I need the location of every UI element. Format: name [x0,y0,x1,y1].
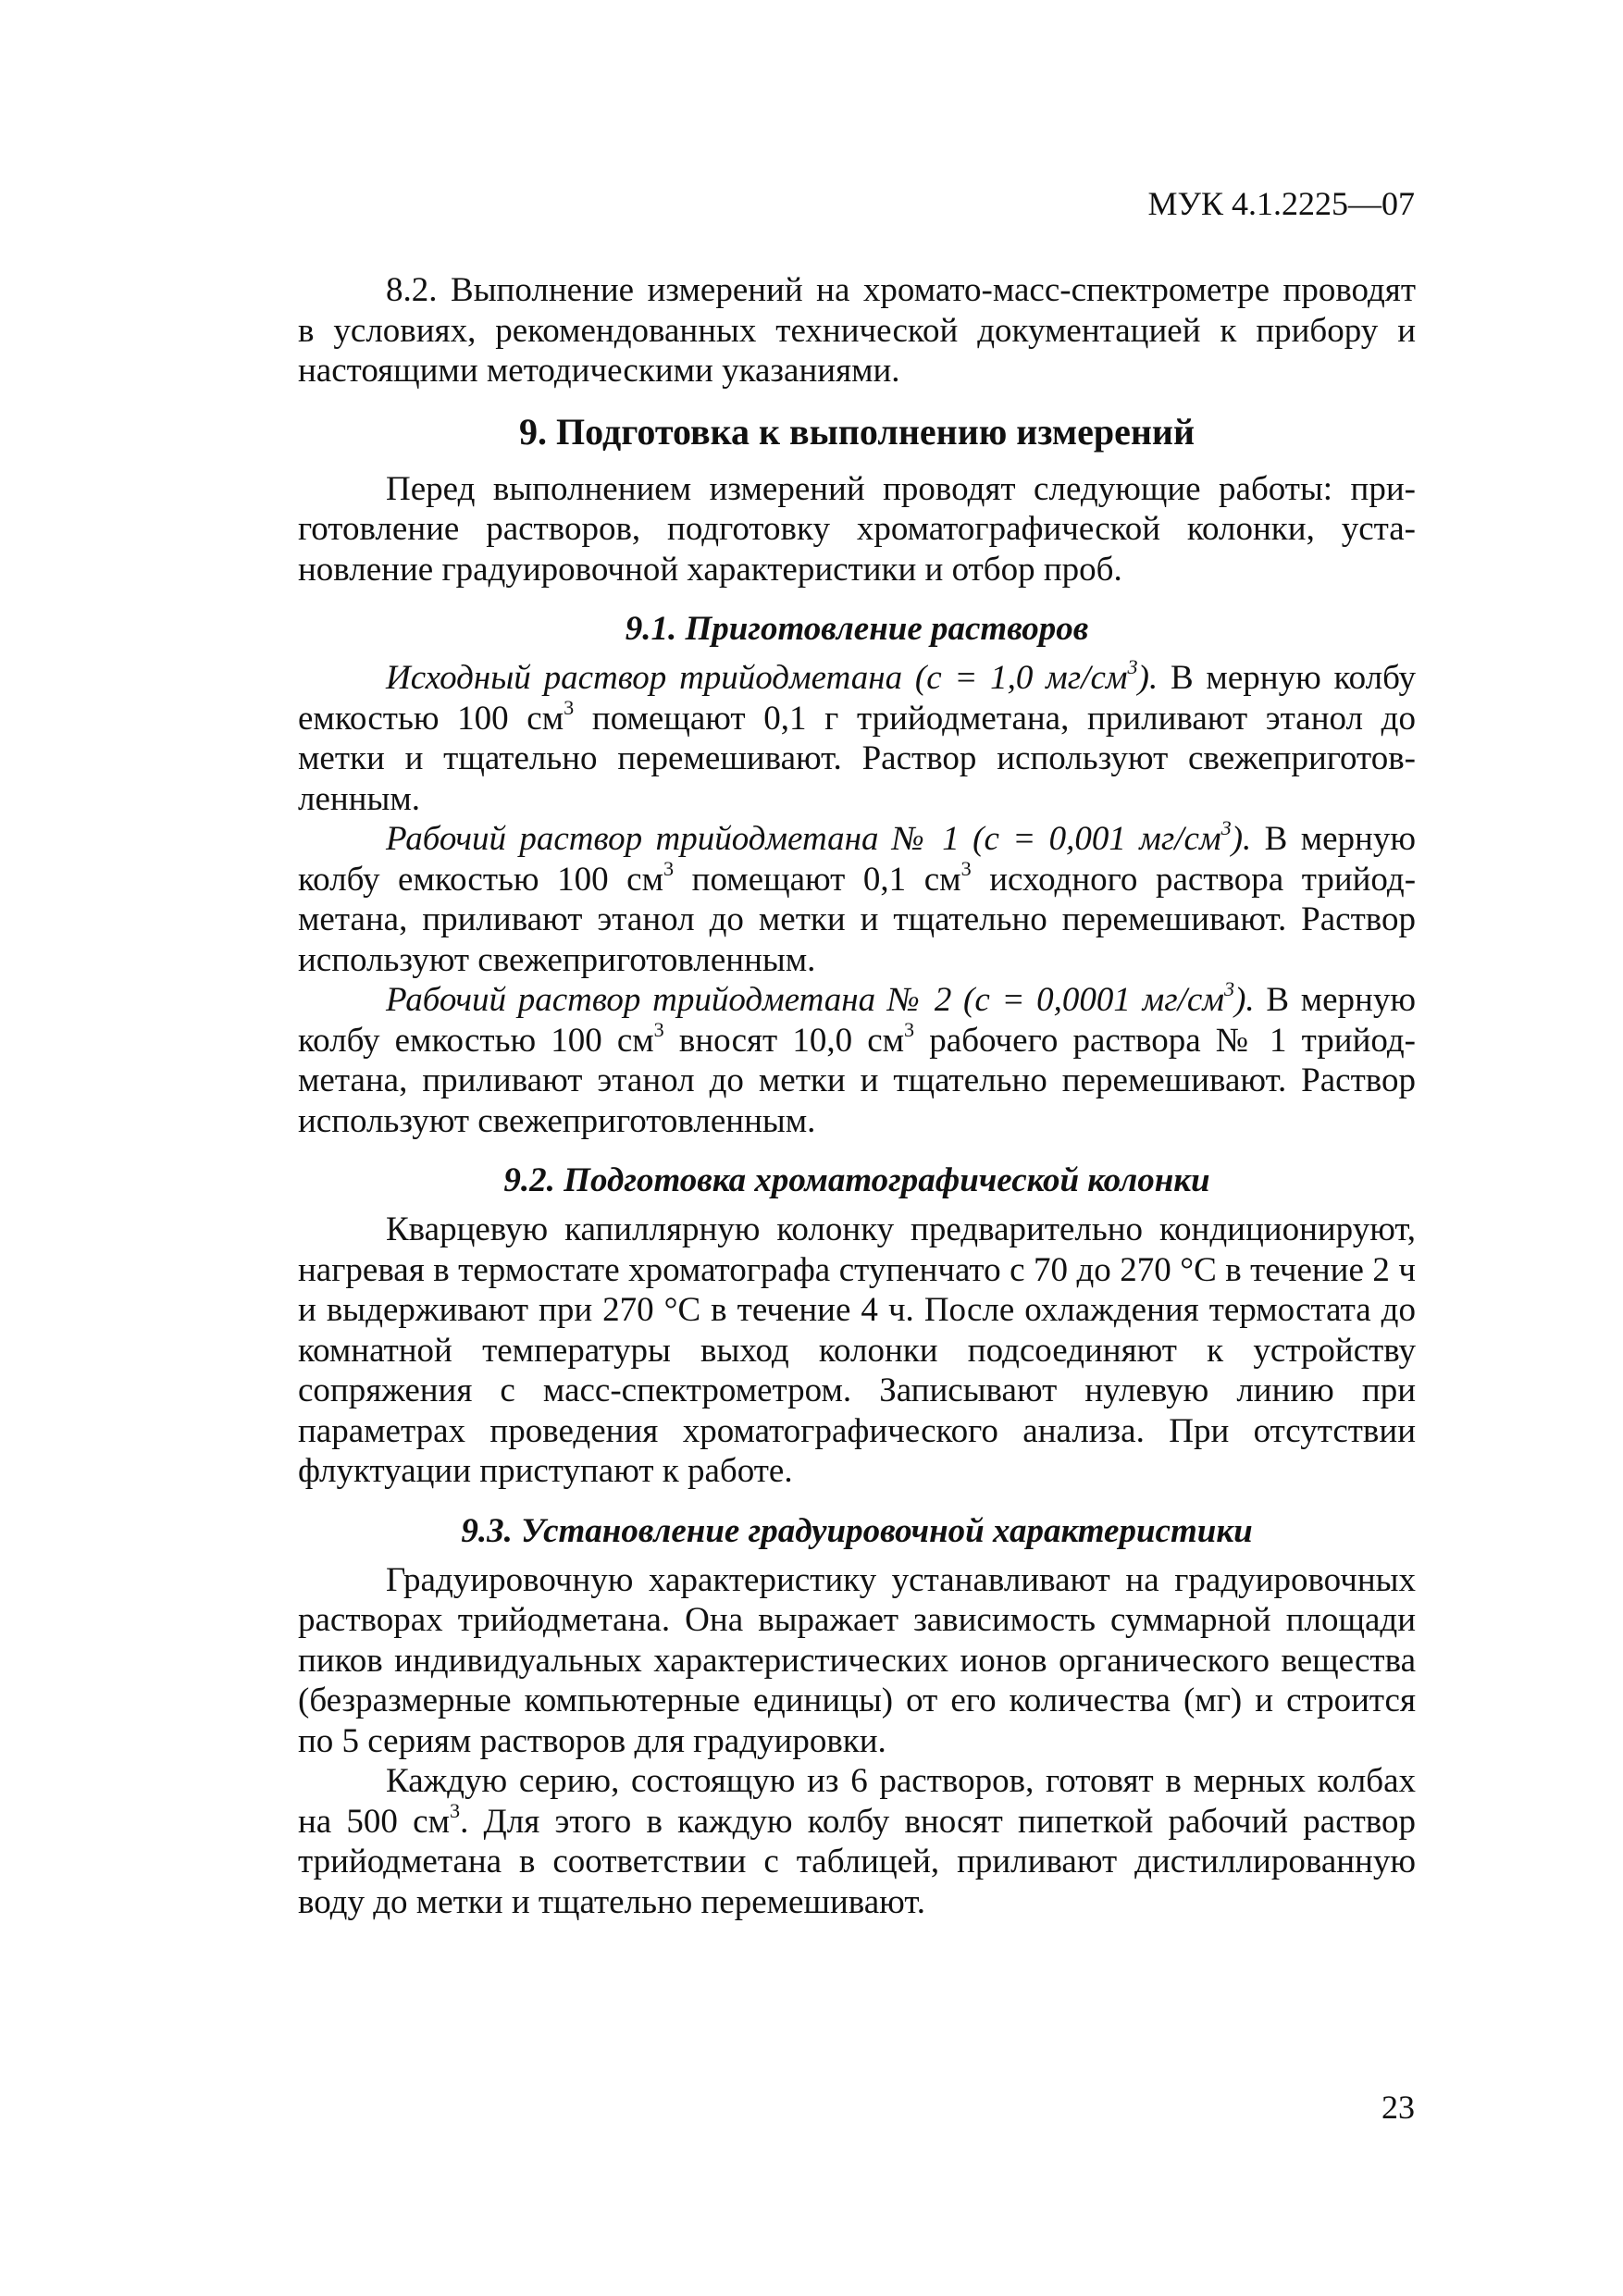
section-9-intro-paragraph: Перед выполнением измерений проводят следующие работы: приготовление растворов, подготовку хроматографической колонки, установление градуировочной характеристики и отбор проб. [298,469,1416,589]
document-code: МУК 4.1.2225—07 [1147,185,1415,222]
page-number: 23 [1381,2089,1415,2126]
section-9-1-heading: 9.1. Приготовление растворов [625,610,1089,648]
working-solution-1-title: Рабочий раствор трийодметана № 1 (с = 0,001 $мг/см^3$). [386,816,1252,858]
section-9-heading: 9. Подготовка к выполнению измерений [519,410,1195,453]
section-8-2-paragraph: 8.2. Выполнение измерений на хромато-масс-спектрометре проводят в условиях, рекомендованных технической документацией к прибору и настоящими методическими указаниями. [298,271,1416,390]
calibration-paragraph-2: Каждую серию, состоящую из 6 растворов, готовят в мерных колбах на 500 $см^3$. Для этого в каждую колбу вносят пипеткой рабочий раствор трийодметана в соответствии с таблицей, приливают дистиллированную воду до метки и тщательно перемешивают. [298,1762,1416,1921]
page-content [298,270,1416,1922]
working-solution-1-paragraph: Рабочий раствор трийодметана № 1 (с = 0,001 $мг/см^3$). В мерную колбу емкостью 100 $см^3$ помещают 0,1 $см^3$ исходного раствора трийодметана, приливают этанол до метки и тщательно перемешивают. Раствор используют свежеприготовленным. [298,816,1417,979]
calibration-paragraph-1: Градуировочную характеристику устанавливают на градуировочных растворах трийодметана. Она выражает зависимость суммарной площади пиков индивидуальных характеристических ионов органического вещества (безразмерные компьютерные единицы) от его количества (мг) и строится по 5 сериям растворов для градуировки. [298,1560,1416,1760]
section-9-3-heading: 9.3. Установление градуировочной характеристики [461,1511,1253,1550]
section-9-2-heading: 9.2. Подготовка хроматографической колонки [503,1161,1210,1199]
working-solution-2-paragraph: Рабочий раствор трийодметана № 2 (с = 0,0001 $мг/см^3$). В мерную колбу емкостью 100 $см^3$ вносят 10,0 $см^3$ рабочего раствора № 1 трийодметана, приливают этанол до метки и тщательно перемешивают. Раствор используют свежеприготовленным. [298,977,1416,1140]
working-solution-2-title: Рабочий раствор трийодметана № 2 (с = 0,0001 $мг/см^3$). [386,977,1255,1019]
stock-solution-paragraph: Исходный раствор трийодметана (с = 1,0 $мг/см^3$). В мерную колбу емкостью 100 $см^3$ помещают 0,1 г трийодметана, приливают этанол до метки и тщательно перемешивают. Раствор используют свежеприготовленным. [298,655,1416,818]
stock-solution-title: Исходный раствор трийодметана (с = 1,0 $мг/см^3$). [386,655,1158,697]
column-preparation-paragraph: Кварцевую капиллярную колонку предварительно кондиционируют, нагревая в термостате хроматографа ступенчато с 70 до 270 °С в течение 2 ч и выдерживают при 270 °С в течение 4 ч. После охлаждения термостата до комнатной температуры выход колонки подсоединяют к устройству сопряжения с масс-спектрометром. Записывают нулевую линию при параметрах проведения хроматографического анализа. При отсутствии флуктуации приступают к работе. [298,1210,1416,1490]
